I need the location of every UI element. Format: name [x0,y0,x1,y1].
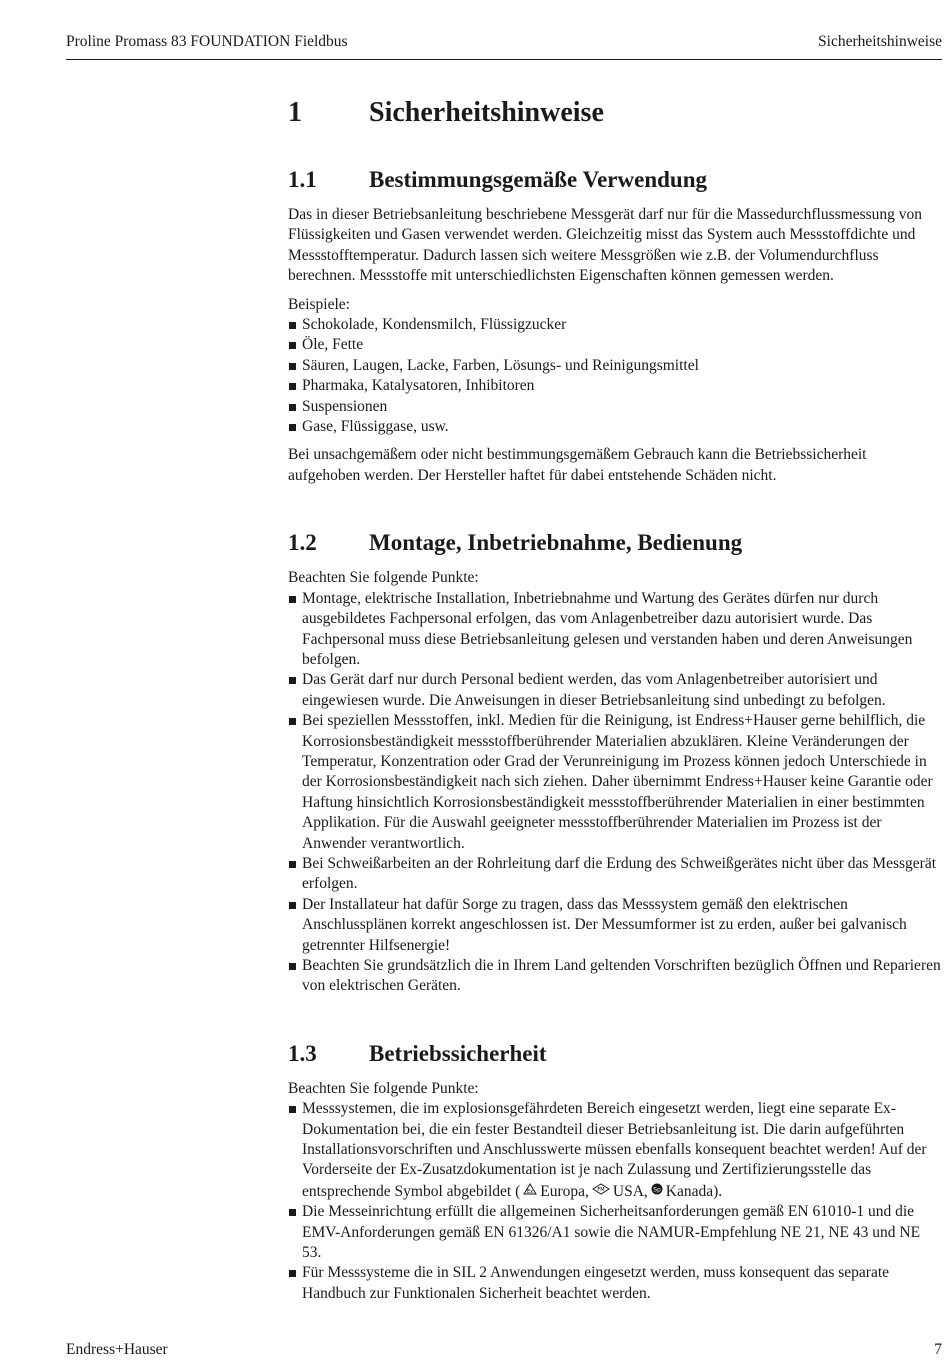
header-section-title: Sicherheitshinweise [818,33,942,50]
section-1-1-paragraph-1: Das in dieser Betriebsanleitung beschriebene Messgerät darf nur für die Massedurchflussmessung von Flüssigkeiten und Gasen verwendet werden. Gleichzeitig misst das System auch Messstoffdichte und Messstofftemperatur. Dadurch lassen sich weitere Messgrößen wie z.B. der Volumendurchfluss berechnen. Messstoffe mit unterschiedlichsten Eigenschaften können gemessen werden. [288,206,923,285]
chapter-heading [288,95,942,131]
chapter-title: Sicherheitshinweise [369,97,604,128]
csa-symbol-icon [651,1181,663,1201]
ex-symbol-icon [523,1181,537,1201]
bullet-icon [289,1209,296,1216]
list-item: Der Installateur hat dafür Sorge zu tragen, dass das Messsystem gemäß den elektrischen Anschlussplänen korrekt angeschlossen ist. Der Messumformer ist zu erden, außer bei galvanisch getrennter Hilfsenergie! [288,895,942,956]
list-item: Die Messeinrichtung erfüllt die allgemeinen Sicherheitsanforderungen gemäß EN 61010-1 und die EMV-Anforderungen gemäß EN 61326/A1 sowie die NAMUR-Empfehlung NE 21, NE 43 und NE 53. [288,1202,942,1263]
section-1-1-number: 1.1 [288,167,317,192]
section-1-1-heading [288,165,942,195]
section-1-3-title: Betriebssicherheit [369,1040,547,1066]
list-item: Pharmaka, Katalysatoren, Inhibitoren [288,376,942,396]
bullet-icon [289,596,296,603]
list-item: Das Gerät darf nur durch Personal bedient werden, das vom Anlagenbetreiber autorisiert und eingewiesen wurde. Die Anweisungen in dieser Betriebsanleitung sind unbedingt zu befolgen. [288,670,942,711]
section-1-2-intro: Beachten Sie folgende Punkte: [288,569,479,587]
bullet-icon [289,718,296,725]
page-content [288,95,942,1312]
bullet-icon [289,902,296,909]
examples-list [288,315,942,437]
bullet-icon [289,1270,296,1277]
section-1-3-list [288,1099,942,1304]
list-item: Beachten Sie grundsätzlich die in Ihrem Land geltenden Vorschriften bezüglich Öffnen und Reparieren von elektrischen Geräten. [288,956,942,997]
examples-label: Beispiele: [288,295,350,313]
list-item: Montage, elektrische Installation, Inbetriebnahme und Wartung des Gerätes dürfen nur durch ausgebildetes Fachpersonal erfolgen, das vom Anlagenbetreiber dazu autorisiert wurde. Das Fachpersonal muss diese Betriebsanleitung gelesen und verstanden haben und deren Anweisungen befolgen. [288,589,942,671]
section-1-2-title: Montage, Inbetriebnahme, Bedienung [369,530,743,556]
header-rule [66,59,942,60]
svg-text:Ex: Ex [527,1188,534,1195]
section-1-2-list [288,589,942,997]
svg-text:FM: FM [597,1186,605,1193]
section-1-3-heading [288,1039,942,1069]
bullet-icon [289,963,296,970]
list-item: Bei speziellen Messstoffen, inkl. Medien für die Reinigung, ist Endress+Hauser gerne behilflich, die Korrosionsbeständigkeit messstoffberührender Materialien abzuklären. Kleine Veränderungen der Temperatur, Konzentration oder Grad der Verunreinigung im Prozess können jedoch Unterschiede in der Korrosionsbeständigkeit nach sich ziehen. Daher übernimmt Endress+Hauser keine Garantie oder Haftung hinsichtlich Korrosionsbeständigkeit messstoffberührender Materialien in einer bestimmten Applikation. Für die Auswahl geeigneter messstoffberührender Materialien im Prozess ist der Anwender verantwortlich. [288,711,942,854]
list-item: Suspensionen [288,397,942,417]
list-item: Öle, Fette [288,335,942,355]
list-item: Für Messsysteme die in SIL 2 Anwendungen eingesetzt werden, muss konsequent das separate Handbuch zur Funktionalen Sicherheit beachtet werden. [288,1263,942,1304]
bullet-icon [289,424,296,431]
section-1-2-heading [288,528,942,558]
footer-page-number: 7 [934,1341,942,1358]
bullet-icon [289,861,296,868]
fm-symbol-icon [592,1181,610,1201]
list-item: Gase, Flüssiggase, usw. [288,417,942,437]
svg-text:Sp: Sp [652,1186,661,1194]
bullet-icon [289,342,296,349]
header-document-title: Proline Promass 83 FOUNDATION Fieldbus [66,33,348,50]
chapter-number: 1 [288,97,302,128]
section-1-1-paragraph-2: Bei unsachgemäßem oder nicht bestimmungsgemäßem Gebrauch kann die Betriebssicherheit aufgehoben werden. Der Hersteller haftet für dabei entstehende Schäden nicht. [288,446,867,484]
bullet-icon [289,404,296,411]
footer-company: Endress+Hauser [66,1341,168,1358]
section-1-3-intro: Beachten Sie folgende Punkte: [288,1079,479,1097]
list-item: Messsystemen, die im explosionsgefährdeten Bereich eingesetzt werden, liegt eine separate Ex-Dokumentation bei, die ein fester Bestandteil dieser Betriebsanleitung ist. Die darin aufgeführten Installationsvorschriften und Anschlusswerte müssen ebenfalls konsequent beachtet werden! Auf der Vorderseite der Ex-Zusatzdokumentation ist je nach Zulassung und Zertifizierungsstelle das entsprechende Symbol abgebildet ( Ex Europa, FM USA, Sp Kanada). [288,1099,942,1202]
bullet-icon [289,383,296,390]
bullet-icon [289,677,296,684]
section-1-3-number: 1.3 [288,1040,317,1066]
list-item: Säuren, Laugen, Lacke, Farben, Lösungs- und Reinigungsmittel [288,356,942,376]
bullet-icon [289,322,296,329]
section-1-1-title: Bestimmungsgemäße Verwendung [369,167,708,192]
bullet-icon [289,363,296,370]
list-item: Schokolade, Kondensmilch, Flüssigzucker [288,315,942,335]
bullet-icon [289,1106,296,1113]
section-1-2-number: 1.2 [288,530,317,556]
list-item: Bei Schweißarbeiten an der Rohrleitung darf die Erdung des Schweißgerätes nicht über das Messgerät erfolgen. [288,854,942,895]
